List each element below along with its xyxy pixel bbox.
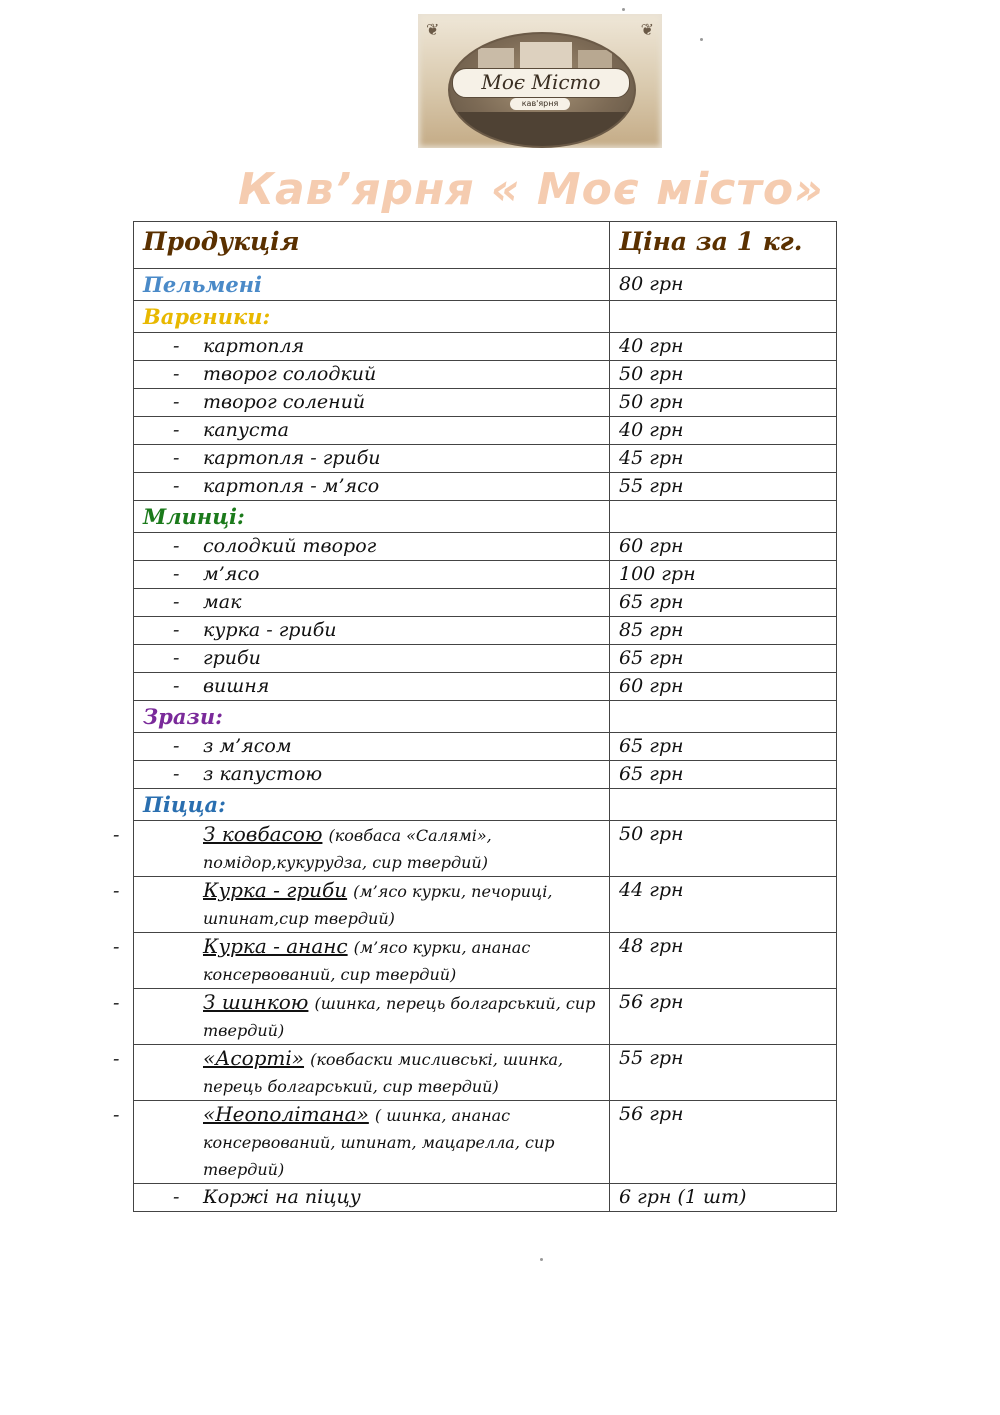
item-price: 56 грн xyxy=(610,1101,837,1184)
dash-bullet: - xyxy=(173,735,180,757)
logo-subtitle: кав'ярня xyxy=(510,98,570,110)
section-label: Пельмені xyxy=(134,269,610,301)
pizza-ingredients: (шинка, перець болгарський, сир твердий) xyxy=(203,994,596,1040)
pizza-ingredients: (ковбаса «Салямі», помідор,кукурудза, сир твердий) xyxy=(203,826,492,872)
table-row xyxy=(134,645,837,673)
dash-bullet: - xyxy=(173,675,180,697)
table-row xyxy=(134,1101,837,1184)
table-row xyxy=(134,1045,837,1101)
item-cell xyxy=(134,445,610,473)
table-row xyxy=(134,617,837,645)
item-name: вишня xyxy=(203,675,270,697)
pizza-cell xyxy=(113,933,610,989)
section-label: Піцца: xyxy=(134,789,610,821)
pizza-ingredients: (ковбаски мисливські, шинка, перець болгарський, сир твердий) xyxy=(203,1050,564,1096)
dash-bullet: - xyxy=(113,824,120,846)
pizza-cell xyxy=(113,1045,610,1101)
pizza-name: З ковбасою xyxy=(203,822,323,846)
item-price: 50 грн xyxy=(610,361,837,389)
item-cell xyxy=(134,361,610,389)
logo-name: Моє Місто xyxy=(452,68,630,98)
ornament-right-icon: ❦ xyxy=(640,20,654,39)
item-price: 60 грн xyxy=(610,533,837,561)
item-name: капуста xyxy=(203,419,289,441)
section-price-empty xyxy=(610,301,837,333)
dash-bullet: - xyxy=(113,936,120,958)
price-table xyxy=(113,221,837,1212)
table-row xyxy=(134,473,837,501)
pizza-ingredients: (м’ясо курки, печориці, шпинат,сир твердий) xyxy=(203,882,553,928)
dash-bullet: - xyxy=(173,475,180,497)
pizza-name: «Неополітана» xyxy=(203,1102,369,1126)
pizza-name: Курка - гриби xyxy=(203,878,348,902)
pizza-cell xyxy=(113,821,610,877)
dash-bullet: - xyxy=(173,363,180,385)
item-cell xyxy=(134,761,610,789)
table-row xyxy=(134,361,837,389)
table-row xyxy=(134,389,837,417)
ornament-left-icon: ❦ xyxy=(426,20,440,39)
item-cell xyxy=(134,417,610,445)
table-row xyxy=(134,673,837,701)
table-row xyxy=(134,821,837,877)
item-cell xyxy=(134,1184,610,1212)
dash-bullet: - xyxy=(173,535,180,557)
table-row xyxy=(134,1184,837,1212)
page-title: Кав’ярня « Моє місто» xyxy=(238,164,824,215)
item-price: 55 грн xyxy=(610,1045,837,1101)
dash-bullet: - xyxy=(173,419,180,441)
pizza-ingredients: (м’ясо курки, ананас консервований, сир твердий) xyxy=(203,938,531,984)
table-row xyxy=(134,933,837,989)
header-product: Продукція xyxy=(134,222,610,269)
item-price: 40 грн xyxy=(610,333,837,361)
item-cell xyxy=(134,333,610,361)
item-price: 85 грн xyxy=(610,617,837,645)
dash-bullet: - xyxy=(173,447,180,469)
table-row xyxy=(134,333,837,361)
row-pelmeni xyxy=(134,269,837,301)
table-row xyxy=(134,417,837,445)
item-cell xyxy=(134,473,610,501)
dash-bullet: - xyxy=(173,619,180,641)
item-price: 44 грн xyxy=(610,877,837,933)
section-label: Зрази: xyxy=(134,701,610,733)
item-name: творог солений xyxy=(203,391,366,413)
item-name: курка - гриби xyxy=(203,619,337,641)
item-price: 65 грн xyxy=(610,645,837,673)
item-price: 60 грн xyxy=(610,673,837,701)
dash-bullet: - xyxy=(173,763,180,785)
dash-bullet: - xyxy=(173,1186,180,1208)
item-cell xyxy=(134,617,610,645)
item-price: 50 грн xyxy=(610,389,837,417)
item-cell xyxy=(134,561,610,589)
item-price: 65 грн xyxy=(610,733,837,761)
item-price: 100 грн xyxy=(610,561,837,589)
dash-bullet: - xyxy=(173,391,180,413)
item-price: 65 грн xyxy=(610,761,837,789)
item-price: 50 грн xyxy=(610,821,837,877)
section-price-empty xyxy=(610,501,837,533)
pizza-name: «Асорті» xyxy=(203,1046,305,1070)
item-name: картопля - гриби xyxy=(203,447,381,469)
pizza-name: З шинкою xyxy=(203,990,309,1014)
header-price: Ціна за 1 кг. xyxy=(610,222,837,269)
section-price-empty xyxy=(610,701,837,733)
item-price: 65 грн xyxy=(610,589,837,617)
table-row xyxy=(134,533,837,561)
section-vareniky xyxy=(134,301,837,333)
dash-bullet: - xyxy=(173,563,180,585)
item-name: творог солодкий xyxy=(203,363,377,385)
table-row xyxy=(134,877,837,933)
dash-bullet: - xyxy=(113,1048,120,1070)
item-price: 45 грн xyxy=(610,445,837,473)
section-label: Млинці: xyxy=(134,501,610,533)
table-header xyxy=(134,222,837,269)
item-name: з капустою xyxy=(203,763,323,785)
section-label: Вареники: xyxy=(134,301,610,333)
section-mlyntsi xyxy=(134,501,837,533)
table-row xyxy=(134,989,837,1045)
dash-bullet: - xyxy=(173,335,180,357)
item-name: картопля - м’ясо xyxy=(203,475,380,497)
item-price: 6 грн (1 шт) xyxy=(610,1184,837,1212)
table-row xyxy=(134,561,837,589)
item-name: картопля xyxy=(203,335,305,357)
pizza-cell xyxy=(113,877,610,933)
pizza-name: Курка - ананс xyxy=(203,934,348,958)
item-name: з м’ясом xyxy=(203,735,292,757)
item-name: Коржі на піццу xyxy=(203,1186,361,1208)
table-row xyxy=(134,445,837,473)
dash-bullet: - xyxy=(113,992,120,1014)
item-cell xyxy=(134,645,610,673)
dash-bullet: - xyxy=(173,591,180,613)
item-price: 56 грн xyxy=(610,989,837,1045)
item-name: солодкий творог xyxy=(203,535,377,557)
item-cell xyxy=(134,533,610,561)
item-name: гриби xyxy=(203,647,261,669)
pizza-cell xyxy=(113,989,610,1045)
pizza-ingredients: ( шинка, ананас консервований, шпинат, мацарелла, сир твердий) xyxy=(203,1106,555,1179)
item-cell xyxy=(134,389,610,417)
item-name: м’ясо xyxy=(203,563,260,585)
item-price: 48 грн xyxy=(610,933,837,989)
item-name: мак xyxy=(203,591,242,613)
section-price-empty xyxy=(610,789,837,821)
item-price: 40 грн xyxy=(610,417,837,445)
cafe-logo xyxy=(418,14,662,148)
table-row xyxy=(134,589,837,617)
item-cell xyxy=(134,733,610,761)
dash-bullet: - xyxy=(173,647,180,669)
dash-bullet: - xyxy=(113,1104,120,1126)
item-cell xyxy=(134,589,610,617)
pizza-cell xyxy=(113,1101,610,1184)
table-row xyxy=(134,733,837,761)
table-row xyxy=(134,761,837,789)
item-price: 55 грн xyxy=(610,473,837,501)
item-cell xyxy=(134,673,610,701)
dash-bullet: - xyxy=(113,880,120,902)
section-zrazy xyxy=(134,701,837,733)
section-pizza xyxy=(134,789,837,821)
item-price: 80 грн xyxy=(610,269,837,301)
